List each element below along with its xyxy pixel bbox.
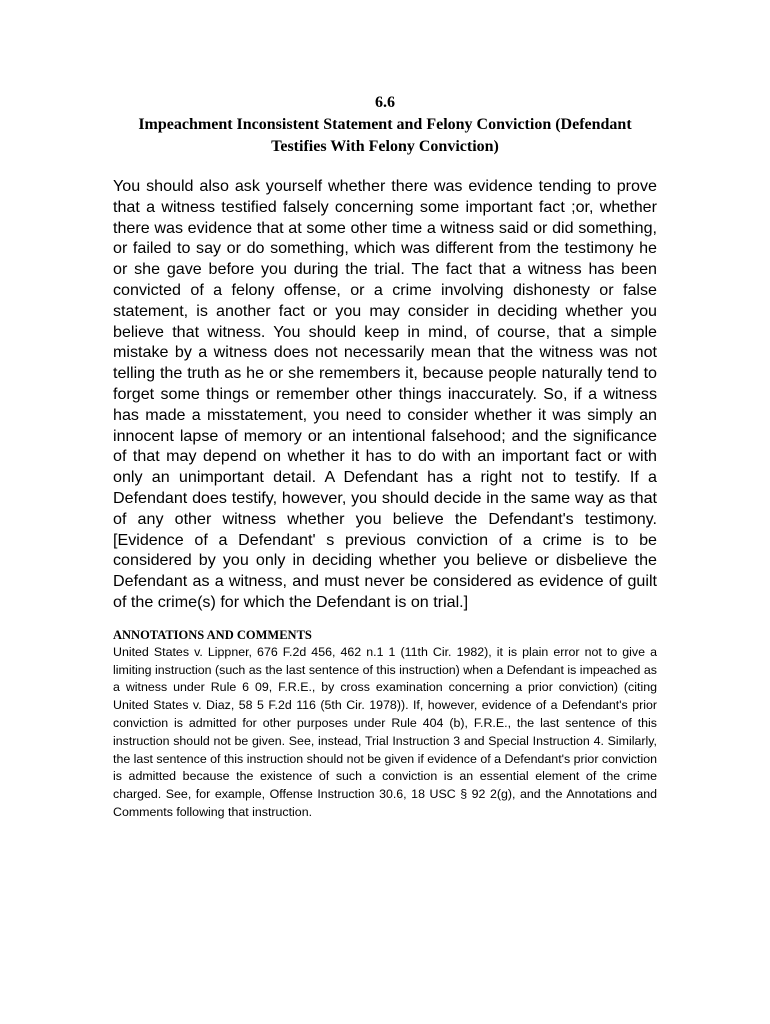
annotations-text: United States v. Lippner, 676 F.2d 456, 462 n.1 1 (11th Cir. 1982), it is plain error not to give a limiting instruction (such as the last sentence of this instruction) when a Defendant is impeached as a witness under Rule 6 09, F.R.E., by cross examination concerning a prior conviction) (citing United States v. Diaz, 58 5 F.2d 116 (5th Cir. 1978)). If, however, evidence of a Defendant's prior conviction is admitted for other purposes under Rule 404 (b), F.R.E., the last sentence of this instruction should not be given. See, instead, Trial Instruction 3 and Special Instruction 4. Similarly, the last sentence of this instruction should not be given if evidence of a Defendant's prior conviction is admitted because the existence of such a conviction is an essential element of the crime charged. See, for example, Offense Instruction 30.6, 18 USC § 92 2(g), and the Annotations and Comments following that instruction. [113,644,657,819]
instruction-body: You should also ask yourself whether there was evidence tending to prove that a witness testified falsely concerning some important fact ;or, whether there was evidence that at some other time a witness said or did something, or failed to say or do something, which was different from the testimony he or she gave before you during the trial. The fact that a witness has been convicted of a felony offense, or a crime involving dishonesty or false statement, is another fact or you may consider in deciding whether you believe that witness. You should keep in mind, of course, that a simple mistake by a witness does not necessarily mean that the witness was not telling the truth as he or she remembers it, because people naturally tend to forget some things or remember other things inaccurately. So, if a witness has made a misstatement, you need to consider whether it was simply an innocent lapse of memory or an intentional falsehood; and the significance of that may depend on whether it has to do with an important fact or with only an unimportant detail. A Defendant has a right not to testify. If a Defendant does testify, however, you should decide in the same way as that of any other witness whether you believe the Defendant's testimony. [Evidence of a Defendant' s previous conviction of a crime is to be considered by you only in deciding whether you believe or disbelieve the Defendant as a witness, and must never be considered as evidence of guilt of the crime(s) for which the Defendant is on trial.] [113,177,657,611]
section-number: 6.6 [375,94,395,111]
section-title: Impeachment Inconsistent Statement and Felony Conviction (Defendant Testifies With Felony Conviction) [138,116,632,155]
annotations-heading: ANNOTATIONS AND COMMENTS [113,627,312,642]
document-page [113,92,657,822]
